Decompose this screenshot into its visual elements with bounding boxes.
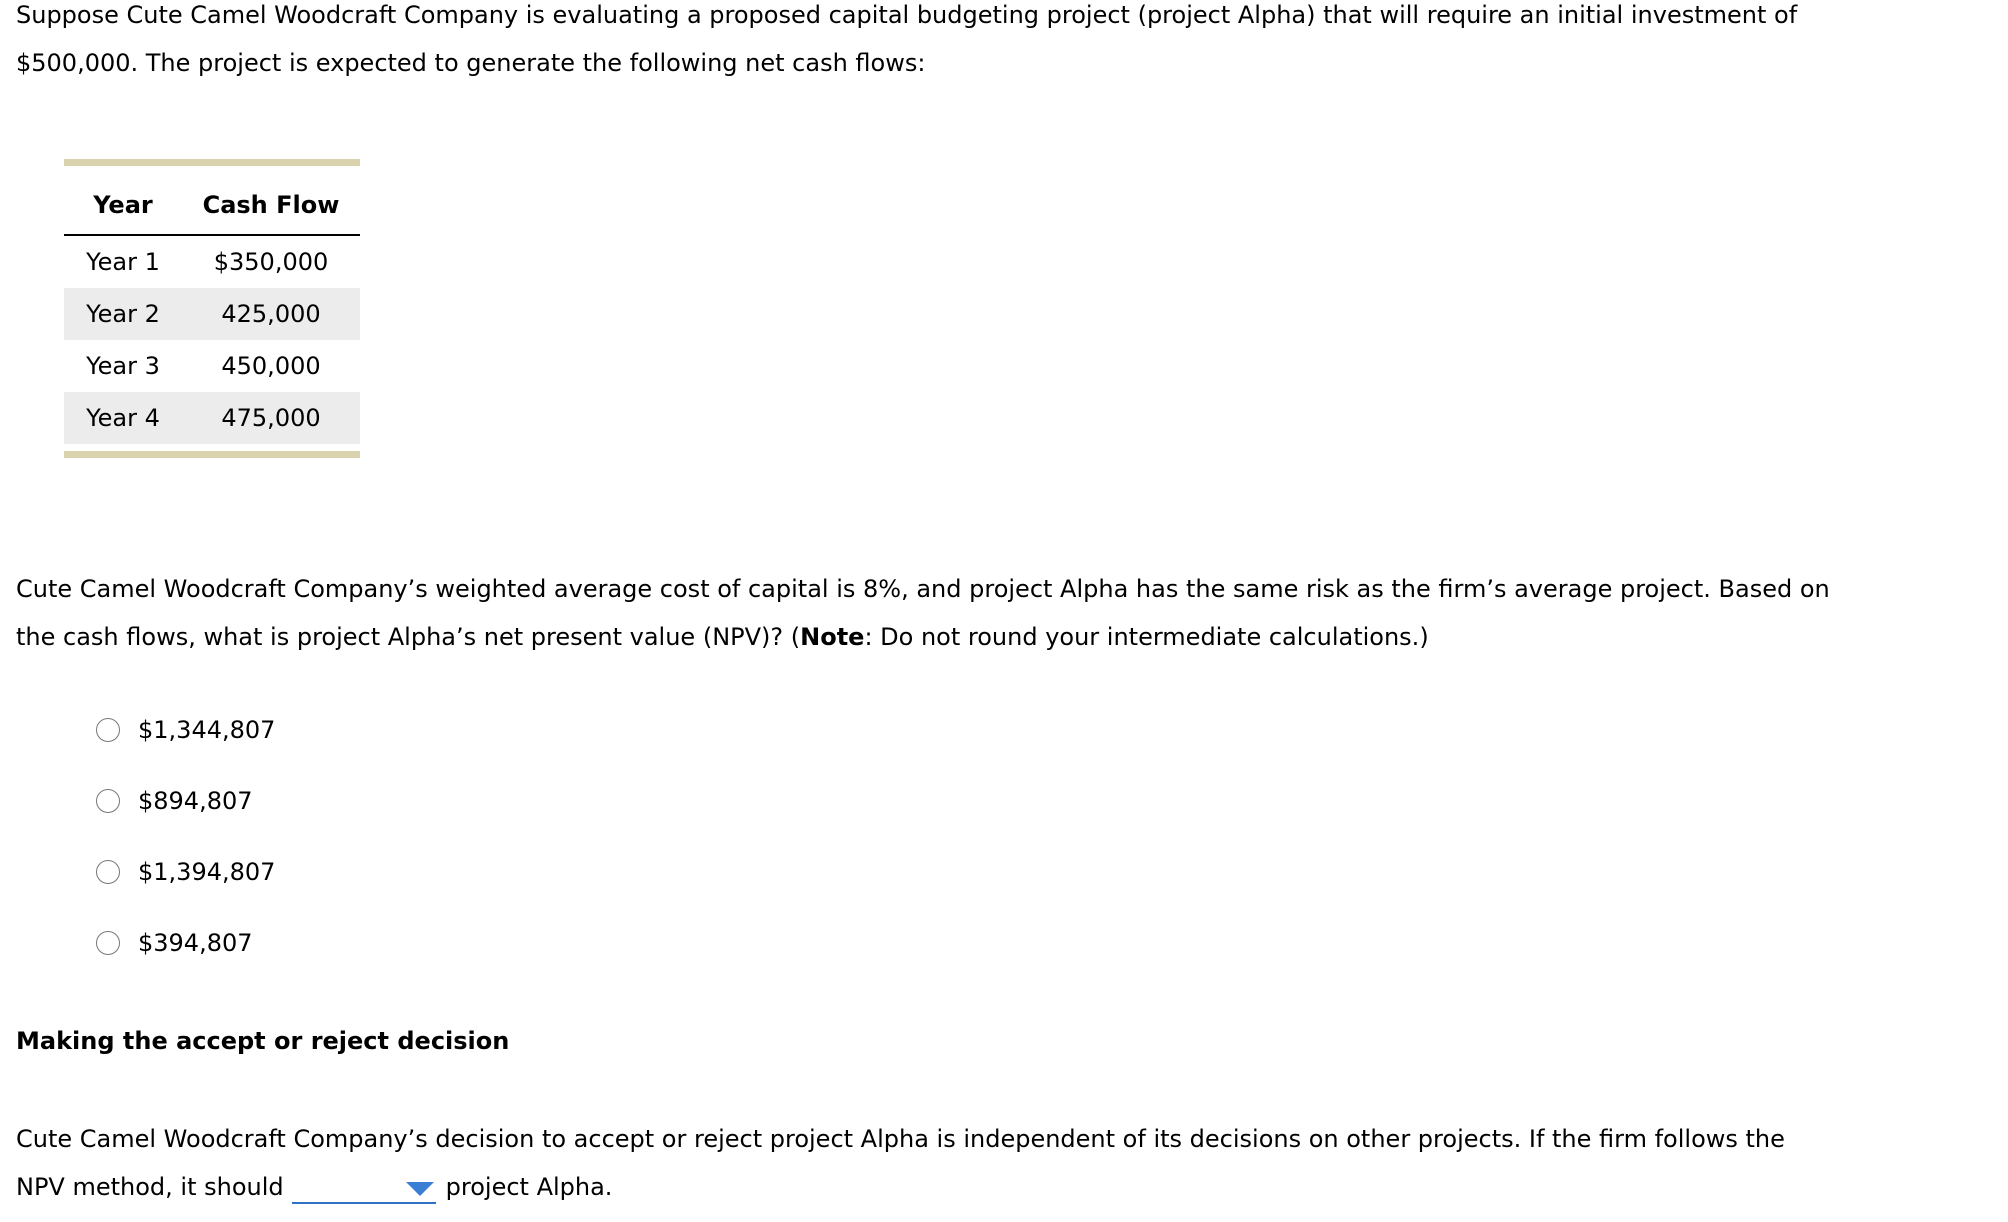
radio-button[interactable]: [96, 789, 120, 813]
radio-button[interactable]: [96, 718, 120, 742]
question-line1: Cute Camel Woodcraft Company’s weighted average cost of capital is 8%, and project Alpha has the same risk as the firm’s average project. Based on: [16, 575, 1830, 603]
table-row: [64, 235, 360, 288]
table-row: [64, 340, 360, 392]
option-label: $894,807: [138, 786, 253, 815]
question-paragraph: [16, 565, 1916, 661]
decision-line2-end: project Alpha.: [445, 1173, 613, 1201]
table-row: [64, 288, 360, 340]
decision-line2-start: NPV method, it should: [16, 1173, 284, 1201]
intro-paragraph: [16, 0, 1916, 87]
cash-flow-table-container: [64, 159, 360, 458]
row-year: Year 2: [64, 288, 182, 340]
radio-button[interactable]: [96, 931, 120, 955]
option-label: $1,394,807: [138, 857, 276, 886]
row-year: Year 4: [64, 392, 182, 444]
section-heading: Making the accept or reject decision: [16, 1027, 510, 1055]
row-year: Year 1: [86, 248, 160, 276]
header-cash-flow: Cash Flow: [182, 166, 360, 235]
chevron-down-icon[interactable]: [406, 1182, 434, 1196]
table-bottom-rule: [64, 451, 360, 458]
table-top-rule: [64, 159, 360, 166]
row-cash-flow: 425,000: [182, 288, 360, 340]
answer-options: [96, 694, 275, 978]
option-label: $394,807: [138, 928, 253, 957]
note-label: Note: [800, 623, 865, 651]
decision-paragraph: [16, 1115, 1916, 1211]
table-row: [64, 392, 360, 444]
question-line2-end: : Do not round your intermediate calculations.): [864, 623, 1429, 651]
option-label: $1,344,807: [138, 715, 276, 744]
answer-option[interactable]: [96, 836, 275, 907]
answer-option[interactable]: [96, 765, 275, 836]
decision-dropdown[interactable]: [292, 1172, 436, 1204]
row-cash-flow: $350,000: [213, 248, 329, 276]
intro-text-line1: Suppose Cute Camel Woodcraft Company is evaluating a proposed capital budgeting project (project Alpha) that will require an initial investment of: [16, 1, 1798, 29]
row-cash-flow: 450,000: [221, 352, 321, 380]
row-cash-flow: 475,000: [182, 392, 360, 444]
answer-option[interactable]: [96, 694, 275, 765]
question-line2-start: the cash flows, what is project Alpha’s net present value (NPV)? (: [16, 623, 801, 651]
radio-button[interactable]: [96, 860, 120, 884]
table-header-row: [64, 166, 360, 235]
answer-option[interactable]: [96, 907, 275, 978]
row-year: Year 3: [86, 352, 160, 380]
intro-text-line2: $500,000. The project is expected to generate the following net cash flows:: [16, 49, 926, 77]
header-year: Year: [64, 166, 182, 235]
decision-line1: Cute Camel Woodcraft Company’s decision to accept or reject project Alpha is independent of its decisions on other projects. If the firm follows the: [16, 1125, 1785, 1153]
cash-flow-table: [64, 166, 360, 444]
